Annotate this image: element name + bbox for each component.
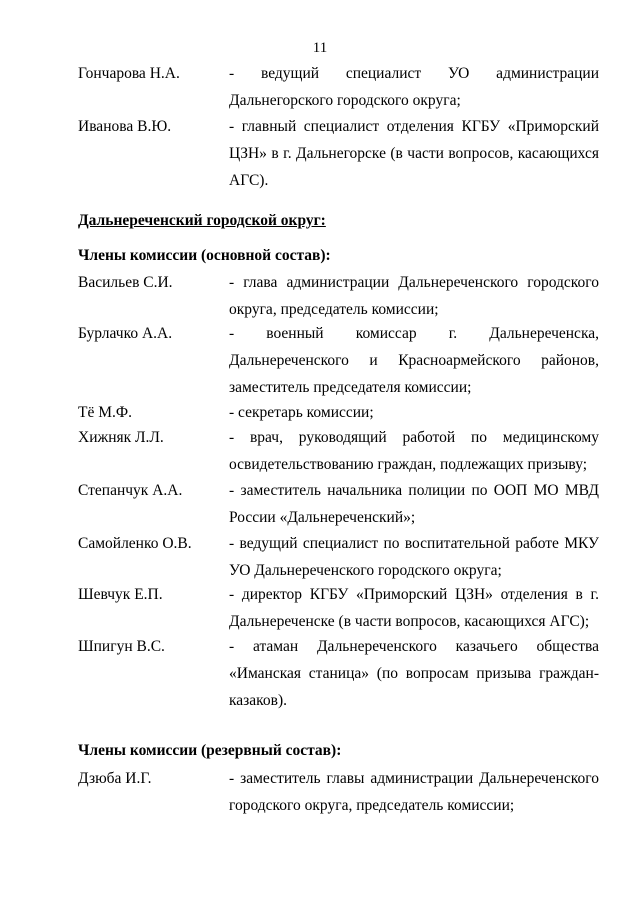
member-name: Степанчук А.А. (78, 482, 183, 499)
member-role: - ведущий специалист по воспитательной работе МКУ УО Дальнереченского городского округа; (229, 535, 599, 579)
section-heading-main: Члены комиссии (основной состав): (78, 247, 331, 264)
member-name: Шевчук Е.П. (78, 586, 163, 603)
member-role: - заместитель начальника полиции по ООП МО МВД России «Дальнереченский»; (229, 482, 599, 526)
page-number: 11 (312, 40, 328, 56)
member-name: Самойленко О.В. (78, 535, 192, 552)
member-name: Васильев С.И. (78, 274, 173, 291)
member-role: - атаман Дальнереченского казачьего общества «Иманская станица» (по вопросам призыва граждан-казаков). (229, 638, 599, 709)
member-name: Тё М.Ф. (78, 404, 133, 421)
member-name: Дзюба И.Г. (78, 770, 152, 787)
district-heading: Дальнереченский городской округ: (78, 212, 326, 229)
member-role: - ведущий специалист УО администрации Дальнегорского городского округа; (229, 65, 599, 109)
member-name: Гончарова Н.А. (78, 65, 180, 82)
member-role: - главный специалист отделения КГБУ «Приморский ЦЗН» в г. Дальнегорске (в части вопросов, касающихся АГС). (229, 118, 599, 189)
member-role: - секретарь комиссии; (229, 404, 374, 421)
member-name: Шпигун В.С. (78, 638, 165, 655)
member-role: - глава администрации Дальнереченского городского округа, председатель комиссии; (229, 274, 599, 318)
member-role: - заместитель главы администрации Дальнереченского городского округа, председатель комиссии; (229, 770, 599, 814)
member-role: - директор КГБУ «Приморский ЦЗН» отделения в г. Дальнереченске (в части вопросов, касающихся АГС); (229, 586, 599, 630)
section-heading-reserve: Члены комиссии (резервный состав): (78, 742, 342, 759)
member-name: Хижняк Л.Л. (78, 429, 164, 446)
member-name: Иванова В.Ю. (78, 118, 172, 135)
member-name: Бурлачко А.А. (78, 325, 173, 342)
member-role: - военный комиссар г. Дальнереченска, Дальнереченского и Красноармейского районов, заместитель председателя комиссии; (229, 325, 599, 396)
member-role: - врач, руководящий работой по медицинскому освидетельствованию граждан, подлежащих призыву; (229, 429, 599, 473)
